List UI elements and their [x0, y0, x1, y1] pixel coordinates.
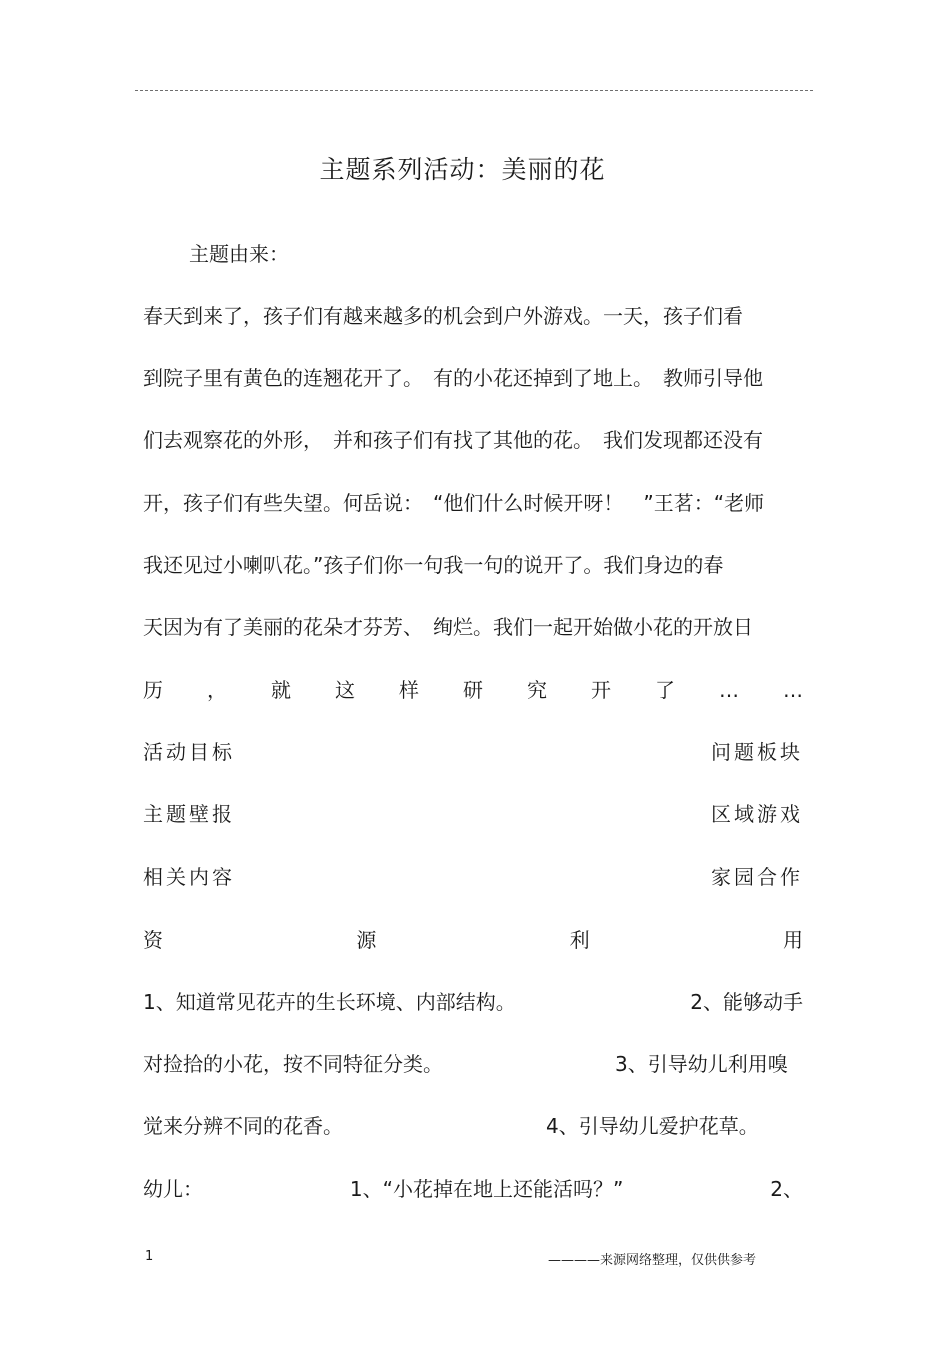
spread-char: 开 — [591, 678, 611, 702]
spread-char: 这 — [335, 678, 355, 702]
section-label-left: 主题壁报 — [143, 802, 235, 826]
question-number: 2、 — [770, 1177, 803, 1201]
question-line — [143, 1175, 803, 1203]
document-title: 主题系列活动：美丽的花 — [319, 155, 606, 184]
section-row — [143, 800, 803, 828]
section-label-right: 家园合作 — [711, 865, 803, 889]
header-dashed-rule — [135, 90, 813, 91]
paragraph-line: 开，孩子们有些失望。何岳说： “他们什么时候开呀！ ”王茗：“老师 — [143, 491, 765, 515]
question-text: 1、“小花掉在地上还能活吗？” — [349, 1177, 624, 1201]
paragraph-line: 天因为有了美丽的花朵才芬芳、 绚烂。我们一起开始做小花的开放日 — [143, 615, 753, 639]
goal-text: 对捡拾的小花，按不同特征分类。 — [143, 1052, 443, 1076]
goal-text: 4、引导幼儿爱护花草。 — [546, 1114, 759, 1138]
goal-text: 2、能够动手 — [690, 990, 803, 1014]
goal-text: 3、引导幼儿利用嗅 — [615, 1052, 788, 1076]
paragraph-line: 们去观察花的外形， 并和孩子们有找了其他的花。 我们发现都还没有 — [143, 428, 763, 452]
section-row — [143, 738, 803, 766]
spread-char: 究 — [527, 678, 547, 702]
section-label-right: 问题板块 — [711, 740, 803, 764]
paragraph-line: 春天到来了，孩子们有越来越多的机会到户外游戏。一天，孩子们看 — [143, 304, 743, 328]
spread-char: 样 — [399, 678, 419, 702]
paragraph-line: 到院子里有黄色的连翘花开了。 有的小花还掉到了地上。 教师引导他 — [143, 366, 763, 390]
paragraph-line: 我还见过小喇叭花。”孩子们你一句我一句的说开了。我们身边的春 — [143, 553, 724, 577]
goal-line — [143, 1112, 803, 1140]
goal-text: 1、知道常见花卉的生长环境、内部结构。 — [143, 990, 516, 1014]
goal-text: 觉来分辨不同的花香。 — [143, 1114, 343, 1138]
spread-char: 历 — [143, 678, 163, 702]
section-label-left: 活动目标 — [143, 740, 235, 764]
resource-char: 源 — [356, 928, 377, 952]
question-label: 幼儿： — [143, 1177, 203, 1201]
source-note: ————来源网络整理，仅供供参考 — [548, 1253, 757, 1268]
spread-char: 就 — [271, 678, 291, 702]
section-label-right: 区域游戏 — [711, 802, 803, 826]
intro-heading: 主题由来： — [189, 242, 289, 266]
resource-row — [143, 926, 803, 954]
spread-char: … — [783, 678, 803, 702]
resource-char: 利 — [569, 928, 590, 952]
spread-char: 了 — [655, 678, 675, 702]
goal-line — [143, 1050, 803, 1078]
paragraph-spread-line — [143, 676, 803, 704]
spread-char: … — [719, 678, 739, 702]
resource-char: 用 — [782, 928, 803, 952]
resource-char: 资 — [143, 928, 163, 952]
section-row — [143, 863, 803, 891]
goal-line — [143, 988, 803, 1016]
page-number: 1 — [145, 1249, 154, 1264]
spread-char: ， — [207, 678, 227, 702]
spread-char: 研 — [463, 678, 483, 702]
section-label-left: 相关内容 — [143, 865, 235, 889]
